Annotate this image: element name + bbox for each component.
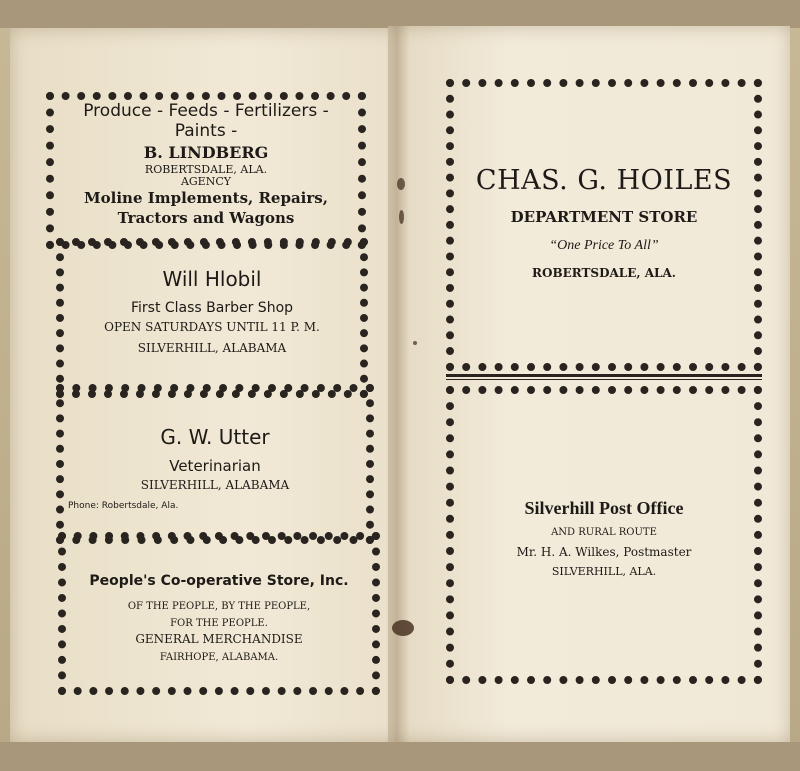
ad-utter-town: SILVERHILL, ALABAMA [140, 478, 290, 492]
ink-dot [413, 341, 417, 345]
ad-hlobil-name: Will Hlobil [162, 267, 262, 291]
divider-rule [446, 374, 762, 377]
ad-hlobil [64, 266, 360, 357]
ad-peoples-business: GENERAL MERCHANDISE [135, 632, 303, 646]
staple-hole [399, 210, 404, 224]
ad-utter-profession: Veterinarian [169, 457, 261, 475]
ad-lindberg-line1: Produce - Feeds - Fertilizers - [83, 101, 329, 121]
ad-lindberg-line2: Paints - [174, 121, 238, 141]
ad-post-office-town: SILVERHILL, ALA. [551, 565, 657, 578]
ad-hoiles [454, 162, 754, 282]
ad-post-office [454, 496, 754, 580]
ad-peoples [66, 571, 372, 665]
ad-hlobil-town: SILVERHILL, ALABAMA [137, 341, 287, 355]
ad-post-office-postmaster: Mr. H. A. Wilkes, Postmaster [516, 545, 692, 559]
staple-hole [397, 178, 405, 190]
ad-utter-name: G. W. Utter [160, 425, 270, 449]
ad-utter-phone: Phone: Robertsdale, Ala. [68, 501, 179, 511]
ad-lindberg [54, 101, 358, 228]
ad-lindberg-agency: AGENCY [180, 175, 232, 188]
rust-stain [392, 620, 414, 636]
ad-post-office-service: AND RURAL ROUTE [551, 527, 657, 538]
ad-lindberg-name: B. LINDBERG [143, 143, 269, 162]
ad-hoiles-town: ROBERTSDALE, ALA. [532, 266, 676, 280]
top-edge-wear [0, 0, 800, 28]
ad-peoples-motto1: OF THE PEOPLE, BY THE PEOPLE, [127, 601, 311, 612]
ad-post-office-name: Silverhill Post Office [524, 498, 684, 518]
ad-lindberg-product1: Moline Implements, Repairs, [84, 189, 328, 207]
ad-peoples-name: People's Co-operative Store, Inc. [89, 573, 349, 589]
divider-rule-thin [446, 379, 762, 380]
bottom-edge-wear [0, 742, 800, 771]
ad-utter [64, 424, 366, 513]
ad-lindberg-product2: Tractors and Wagons [117, 209, 295, 227]
ad-hoiles-slogan: “One Price To All” [549, 238, 659, 253]
ad-hlobil-service: First Class Barber Shop [130, 300, 294, 316]
ad-peoples-motto2: FOR THE PEOPLE. [170, 618, 268, 629]
ad-hlobil-hours: OPEN SATURDAYS UNTIL 11 P. M. [104, 320, 320, 334]
ad-hoiles-name: CHAS. G. HOILES [475, 165, 733, 196]
ad-peoples-town: FAIRHOPE, ALABAMA. [159, 652, 279, 663]
ad-hoiles-business: DEPARTMENT STORE [510, 208, 698, 226]
ad-lindberg-town: ROBERTSDALE, ALA. [144, 163, 268, 176]
